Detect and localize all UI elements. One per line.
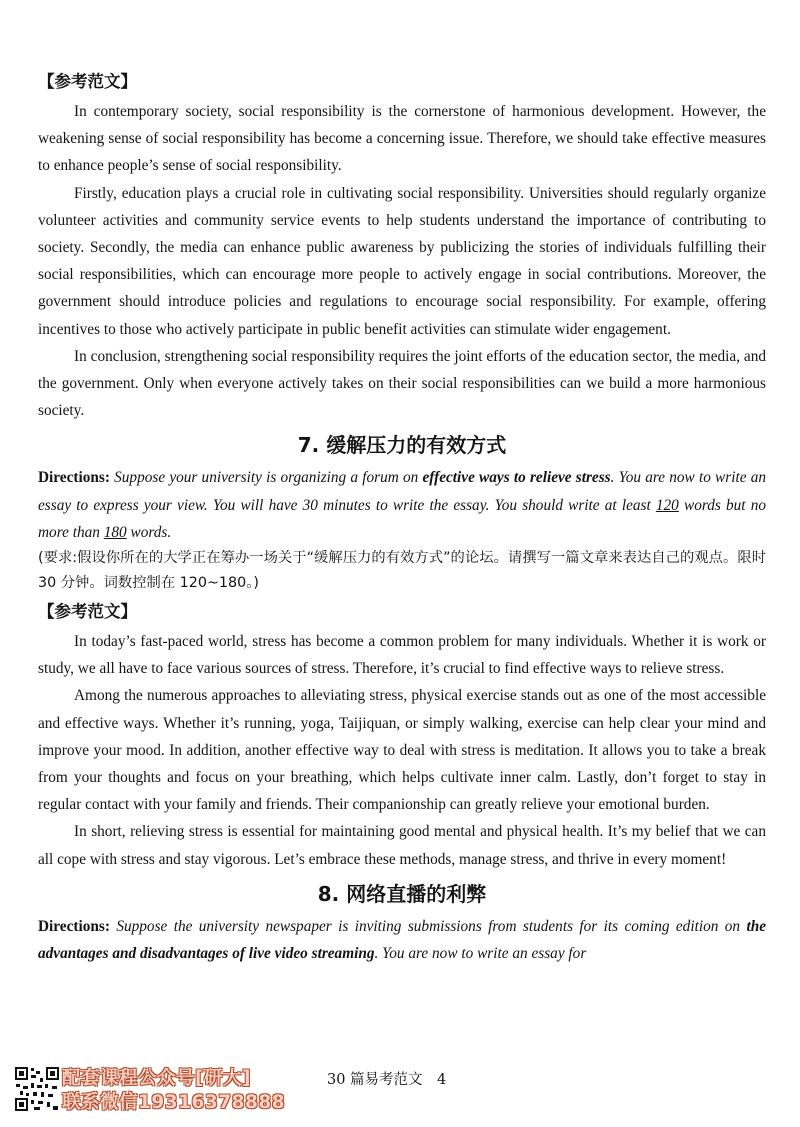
directions-text: words but no more than [38,496,766,541]
essay7-paragraph-2: Among the numerous approaches to alleviating stress, physical exercise stands out as one of the most accessible and effective ways. Whether it’s running, yoga, Taijiquan, or simply walking, exercise can help clear your mind and improve your mood. In addition, another effective way to deal with stress is meditation. It allows you to take a break from your thoughts and focus on your breathing, which helps cultivate inner calm. Lastly, don’t forget to stay in regular contact with your family and friends. Their companionship can greatly relieve your emotional burden. [38,687,766,814]
directions-text: Suppose the university newspaper is inviting submissions from students for its coming edition on [109,917,747,935]
page-footer [0,1060,800,1120]
essay7-directions [38,464,766,546]
essay7-paragraph-1: In today’s fast-paced world, stress has become a common problem for many individuals. Whether it is work or study, we all have to face various sources of stress. Therefore, it’s crucial to find effective ways to relieve stress. [38,633,766,678]
min-words: 120 [655,496,679,514]
qr-code-icon [14,1066,60,1112]
max-words: 180 [103,523,127,541]
directions-text: . You are now to write an essay for [374,945,587,963]
directions-text: words. [126,523,172,541]
directions-text: Suppose your university is organizing a forum on [109,469,423,487]
essay8-directions [38,913,766,967]
essay8-title: 8. 网络直播的利弊 [317,881,487,906]
directions-label: Directions: [38,917,110,935]
directions-text: . You are now to write an essay to express your view. You will have 30 minutes to write the essay. You should write at least [38,469,766,514]
page-content [38,68,766,967]
essay6-paragraph-3: In conclusion, strengthening social responsibility requires the joint efforts of the education sector, the media, and the government. Only when everyone actively takes on their social responsibilities can we build a more harmonious society. [38,347,766,420]
essay6-paragraph-1: In contemporary society, social responsibility is the cornerstone of harmonious development. However, the weakening sense of social responsibility has become a concerning issue. Therefore, we should take effective measures to enhance people’s sense of social responsibility. [38,103,766,175]
directions-topic: the advantages and disadvantages of live video streaming [38,917,766,963]
watermark-line-1: 配套课程公众号[研大] [62,1068,251,1089]
essay6-paragraph-2: Firstly, education plays a crucial role in cultivating social responsibility. Universities should regularly organize volunteer activities and community service events to help students understand the importance of contributing to society. Secondly, the media can enhance public awareness by publicizing the stories of individuals fulfilling their social responsibilities, which can encourage more people to actively engage in social contributions. Moreover, the government should introduce policies and regulations to encourage social responsibility. For example, offering incentives to those who actively participate in public benefit activities can stimulate wider engagement. [38,184,766,338]
page-number: 30 篇易考范文 4 [327,1072,447,1088]
essay7-requirement-cn: (要求:假设你所在的大学正在筹办一场关于“缓解压力的有效方式”的论坛。请撰写一篇文章来表达自己的观点。限时 30 分钟。词数控制在 120~180。) [38,550,766,592]
directions-topic: effective ways to relieve stress [422,469,611,487]
sample-essay-heading: 【参考范文】 [38,602,137,622]
directions-label: Directions: [38,469,110,487]
essay7-title: 7. 缓解压力的有效方式 [297,433,507,458]
essay7-paragraph-3: In short, relieving stress is essential for maintaining good mental and physical health. It’s my belief that we can all cope with stress and stay vigorous. Let’s embrace these methods, manage stress, and thrive in every moment! [38,823,766,868]
watermark-line-2: 联系微信19316378888 [62,1092,286,1113]
sample-essay-heading: 【参考范文】 [38,72,137,91]
